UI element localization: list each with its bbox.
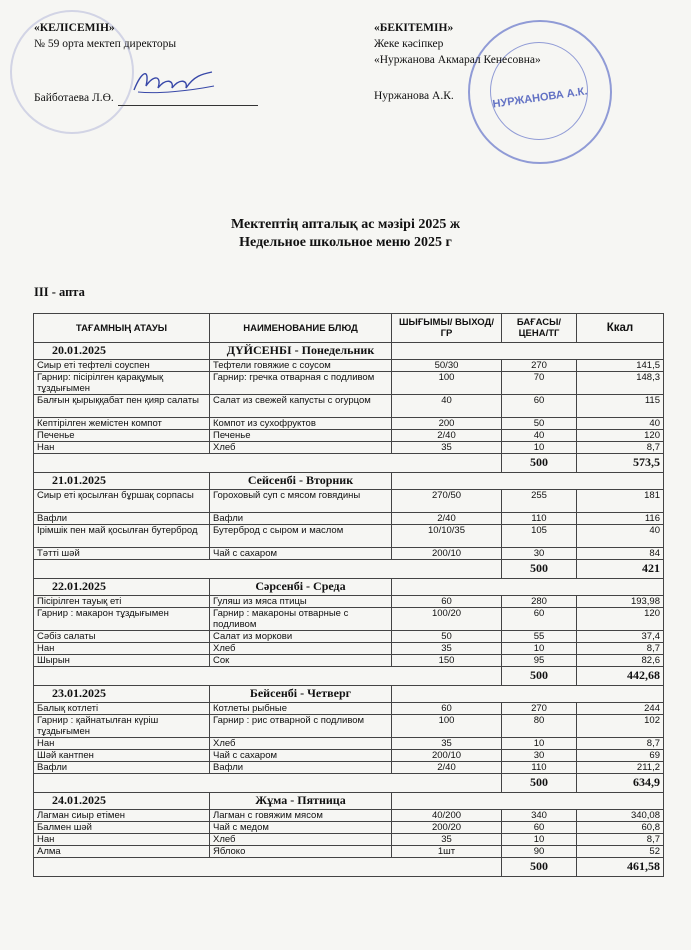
dish-kcal: 340,08: [577, 810, 664, 822]
entrepreneur-line: Жеке кәсіпкер: [374, 38, 444, 50]
column-header-kcal: Ккал: [577, 314, 664, 343]
dish-kcal: 40: [577, 525, 664, 548]
dish-output: 200/10: [392, 750, 502, 762]
table-row: [34, 395, 664, 418]
approval-header-right: [374, 20, 674, 104]
day-date: 20.01.2025: [34, 343, 210, 360]
dish-output: 35: [392, 738, 502, 750]
dish-price: 340: [502, 810, 577, 822]
day-date: 22.01.2025: [34, 579, 210, 596]
dish-price: 110: [502, 513, 577, 525]
dish-name-kz: Алма: [34, 846, 210, 858]
left-signer-name: Байботаева Л.Ө.: [34, 92, 114, 104]
table-row: [34, 822, 664, 834]
dish-name-ru: Чай с сахаром: [210, 750, 392, 762]
dish-kcal: 8,7: [577, 834, 664, 846]
dish-kcal: 141,5: [577, 360, 664, 372]
dish-price: 60: [502, 395, 577, 418]
day-total-price: 500: [502, 560, 577, 579]
dish-price: 110: [502, 762, 577, 774]
dish-name-kz: Нан: [34, 738, 210, 750]
dish-output: 270/50: [392, 490, 502, 513]
director-line: № 59 орта мектеп директоры: [34, 38, 177, 50]
dish-kcal: 115: [577, 395, 664, 418]
table-row: [34, 548, 664, 560]
table-header-row: [34, 314, 664, 343]
agreed-title: «КЕЛІСЕМІН»: [34, 22, 115, 34]
dish-price: 270: [502, 360, 577, 372]
dish-price: 30: [502, 750, 577, 762]
dish-output: 1шт: [392, 846, 502, 858]
dish-output: 2/40: [392, 762, 502, 774]
stamp-text: НУРЖАНОВА А.К.: [491, 85, 589, 111]
total-empty: [34, 454, 502, 473]
table-row: [34, 418, 664, 430]
day-header-empty: [392, 343, 664, 360]
dish-name-ru: Тефтели говяжие с соусом: [210, 360, 392, 372]
dish-kcal: 52: [577, 846, 664, 858]
handwritten-signature: [128, 64, 218, 98]
table-row: [34, 738, 664, 750]
approved-title: «БЕКІТЕМІН»: [374, 22, 454, 34]
dish-price: 40: [502, 430, 577, 442]
column-header-output: ШЫҒЫМЫ/ ВЫХОД/ГР: [392, 314, 502, 343]
dish-name-kz: Гарнир : қайнатылған күріш тұздығымен: [34, 715, 210, 738]
dish-kcal: 8,7: [577, 643, 664, 655]
dish-name-ru: Компот из сухофруктов: [210, 418, 392, 430]
table-row: [34, 631, 664, 643]
table-row: [34, 596, 664, 608]
right-signer-name: Нуржанова А.К.: [374, 90, 454, 102]
dish-price: 10: [502, 643, 577, 655]
menu-body: [34, 343, 664, 877]
dish-kcal: 8,7: [577, 738, 664, 750]
dish-output: 60: [392, 703, 502, 715]
dish-name-kz: Нан: [34, 442, 210, 454]
dish-price: 55: [502, 631, 577, 643]
dish-name-kz: Пісірілген тауық еті: [34, 596, 210, 608]
dish-price: 60: [502, 822, 577, 834]
dish-price: 90: [502, 846, 577, 858]
dish-output: 35: [392, 643, 502, 655]
dish-kcal: 84: [577, 548, 664, 560]
dish-output: 100: [392, 715, 502, 738]
day-header-empty: [392, 473, 664, 490]
day-name: Бейсенбі - Четверг: [210, 686, 392, 703]
day-total-price: 500: [502, 774, 577, 793]
dish-price: 80: [502, 715, 577, 738]
dish-name-ru: Гороховый суп с мясом говядины: [210, 490, 392, 513]
dish-name-ru: Вафли: [210, 762, 392, 774]
dish-name-kz: Сәбіз салаты: [34, 631, 210, 643]
dish-name-kz: Гарнир: пісірілген қарақұмық тұздығымен: [34, 372, 210, 395]
dish-name-ru: Хлеб: [210, 643, 392, 655]
table-row: [34, 715, 664, 738]
table-row: [34, 430, 664, 442]
dish-kcal: 40: [577, 418, 664, 430]
day-total-kcal: 442,68: [577, 667, 664, 686]
dish-output: 150: [392, 655, 502, 667]
day-name: Сейсенбі - Вторник: [210, 473, 392, 490]
dish-name-ru: Гарнир : макароны отварные с подливом: [210, 608, 392, 631]
dish-output: 100/20: [392, 608, 502, 631]
dish-name-kz: Тәтті шәй: [34, 548, 210, 560]
dish-name-kz: Шәй кантпен: [34, 750, 210, 762]
dish-output: 40: [392, 395, 502, 418]
dish-output: 10/10/35: [392, 525, 502, 548]
dish-name-ru: Котлеты рыбные: [210, 703, 392, 715]
dish-output: 50/30: [392, 360, 502, 372]
dish-output: 200: [392, 418, 502, 430]
dish-name-ru: Чай с сахаром: [210, 548, 392, 560]
dish-kcal: 211,2: [577, 762, 664, 774]
entrepreneur-name-line: «Нуржанова Акмарал Кенесовна»: [374, 54, 541, 66]
dish-output: 200/10: [392, 548, 502, 560]
dish-output: 40/200: [392, 810, 502, 822]
title-kazakh: Мектептің апталық ас мәзірі 2025 ж: [230, 217, 460, 232]
dish-price: 60: [502, 608, 577, 631]
dish-name-ru: Печенье: [210, 430, 392, 442]
dish-output: 200/20: [392, 822, 502, 834]
dish-name-kz: Гарнир : макарон тұздығымен: [34, 608, 210, 631]
column-header-price: БАҒАСЫ/ ЦЕНА/ТГ: [502, 314, 577, 343]
table-row: [34, 810, 664, 822]
day-total-row: [34, 774, 664, 793]
dish-kcal: 148,3: [577, 372, 664, 395]
dish-name-kz: Балмен шәй: [34, 822, 210, 834]
total-empty: [34, 858, 502, 877]
dish-kcal: 244: [577, 703, 664, 715]
title-russian: Недельное школьное меню 2025 г: [239, 235, 452, 250]
day-name: ДҮЙСЕНБІ - Понедельник: [210, 343, 392, 360]
dish-name-kz: Балғын қырыққабат пен қияр салаты: [34, 395, 210, 418]
dish-price: 105: [502, 525, 577, 548]
signature-line: [118, 105, 258, 106]
dish-kcal: 102: [577, 715, 664, 738]
day-total-price: 500: [502, 858, 577, 877]
dish-price: 95: [502, 655, 577, 667]
day-name: Сәрсенбі - Среда: [210, 579, 392, 596]
day-header-empty: [392, 686, 664, 703]
dish-name-kz: Балық котлеті: [34, 703, 210, 715]
dish-kcal: 82,6: [577, 655, 664, 667]
dish-kcal: 181: [577, 490, 664, 513]
dish-name-ru: Сок: [210, 655, 392, 667]
dish-output: 35: [392, 834, 502, 846]
dish-name-ru: Гарнир : рис отварной с подливом: [210, 715, 392, 738]
table-row: [34, 655, 664, 667]
table-row: [34, 490, 664, 513]
column-header-dish-kz: ТАҒАМНЫҢ АТАУЫ: [34, 314, 210, 343]
dish-output: 50: [392, 631, 502, 643]
document-title: [0, 216, 691, 252]
day-date: 21.01.2025: [34, 473, 210, 490]
day-total-row: [34, 454, 664, 473]
total-empty: [34, 774, 502, 793]
day-total-kcal: 634,9: [577, 774, 664, 793]
table-row: [34, 750, 664, 762]
dish-name-ru: Салат из моркови: [210, 631, 392, 643]
dish-name-ru: Хлеб: [210, 738, 392, 750]
dish-name-kz: Ірімшік пен май қосылған бутерброд: [34, 525, 210, 548]
dish-price: 70: [502, 372, 577, 395]
dish-kcal: 60,8: [577, 822, 664, 834]
table-row: [34, 608, 664, 631]
dish-price: 50: [502, 418, 577, 430]
dish-name-kz: Нан: [34, 834, 210, 846]
day-total-kcal: 573,5: [577, 454, 664, 473]
dish-output: 2/40: [392, 430, 502, 442]
dish-name-ru: Яблоко: [210, 846, 392, 858]
dish-kcal: 8,7: [577, 442, 664, 454]
day-total-kcal: 421: [577, 560, 664, 579]
dish-kcal: 120: [577, 608, 664, 631]
day-total-row: [34, 560, 664, 579]
day-total-row: [34, 858, 664, 877]
total-empty: [34, 667, 502, 686]
table-row: [34, 762, 664, 774]
table-row: [34, 372, 664, 395]
day-header-row: [34, 793, 664, 810]
dish-name-kz: Вафли: [34, 762, 210, 774]
day-total-price: 500: [502, 667, 577, 686]
dish-name-kz: Шырын: [34, 655, 210, 667]
dish-price: 255: [502, 490, 577, 513]
dish-name-kz: Нан: [34, 643, 210, 655]
total-empty: [34, 560, 502, 579]
dish-kcal: 37,4: [577, 631, 664, 643]
dish-name-ru: Гарнир: гречка отварная с подливом: [210, 372, 392, 395]
day-header-row: [34, 579, 664, 596]
dish-output: 100: [392, 372, 502, 395]
week-label: III - апта: [34, 285, 85, 299]
column-header-dish-ru: НАИМЕНОВАНИЕ БЛЮД: [210, 314, 392, 343]
day-total-row: [34, 667, 664, 686]
dish-name-kz: Вафли: [34, 513, 210, 525]
dish-output: 60: [392, 596, 502, 608]
table-row: [34, 360, 664, 372]
dish-name-ru: Салат из свежей капусты с огурцом: [210, 395, 392, 418]
day-total-kcal: 461,58: [577, 858, 664, 877]
dish-name-ru: Хлеб: [210, 834, 392, 846]
day-header-empty: [392, 579, 664, 596]
table-row: [34, 643, 664, 655]
dish-name-ru: Гуляш из мяса птицы: [210, 596, 392, 608]
day-name: Жұма - Пятница: [210, 793, 392, 810]
dish-name-kz: Сиыр еті қосылған бұршақ сорпасы: [34, 490, 210, 513]
table-row: [34, 442, 664, 454]
dish-kcal: 120: [577, 430, 664, 442]
dish-name-ru: Бутерброд с сыром и маслом: [210, 525, 392, 548]
day-header-row: [34, 686, 664, 703]
dish-kcal: 116: [577, 513, 664, 525]
dish-name-ru: Вафли: [210, 513, 392, 525]
day-header-row: [34, 343, 664, 360]
dish-price: 30: [502, 548, 577, 560]
dish-price: 10: [502, 834, 577, 846]
dish-name-kz: Лагман сиыр етімен: [34, 810, 210, 822]
table-row: [34, 513, 664, 525]
day-date: 24.01.2025: [34, 793, 210, 810]
day-header-row: [34, 473, 664, 490]
dish-name-ru: Хлеб: [210, 442, 392, 454]
day-total-price: 500: [502, 454, 577, 473]
day-date: 23.01.2025: [34, 686, 210, 703]
table-row: [34, 846, 664, 858]
dish-name-kz: Печенье: [34, 430, 210, 442]
menu-table: [33, 313, 664, 877]
dish-name-kz: Кептірілген жемістен компот: [34, 418, 210, 430]
table-row: [34, 703, 664, 715]
dish-price: 10: [502, 738, 577, 750]
dish-price: 10: [502, 442, 577, 454]
table-row: [34, 834, 664, 846]
dish-name-kz: Сиыр еті тефтелі соуспен: [34, 360, 210, 372]
dish-kcal: 193,98: [577, 596, 664, 608]
table-row: [34, 525, 664, 548]
dish-output: 35: [392, 442, 502, 454]
day-header-empty: [392, 793, 664, 810]
dish-price: 270: [502, 703, 577, 715]
dish-kcal: 69: [577, 750, 664, 762]
dish-output: 2/40: [392, 513, 502, 525]
dish-name-ru: Лагман с говяжим мясом: [210, 810, 392, 822]
dish-name-ru: Чай с медом: [210, 822, 392, 834]
dish-price: 280: [502, 596, 577, 608]
